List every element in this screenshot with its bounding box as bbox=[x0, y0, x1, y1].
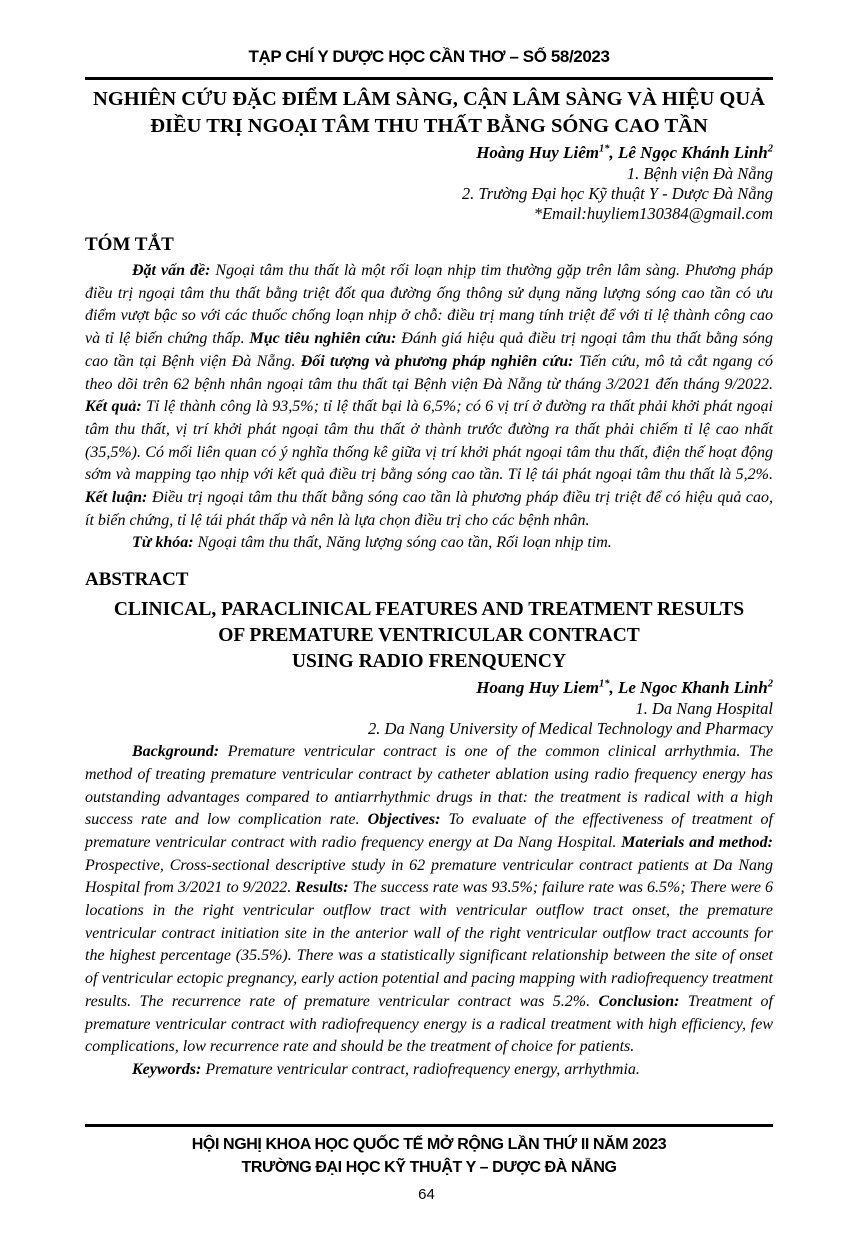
byline-vi bbox=[85, 142, 773, 224]
conference-footer bbox=[85, 1124, 773, 1179]
article-title-en-line1: CLINICAL, PARACLINICAL FEATURES AND TREATMENT RESULTS bbox=[113, 599, 745, 621]
article-title-en-line2: OF PREMATURE VENTRICULAR CONTRACT bbox=[218, 625, 640, 647]
abstract-heading-vi: TÓM TẮT bbox=[85, 234, 174, 255]
affiliation-vi-1: 1. Bệnh viện Đà Nẵng bbox=[626, 164, 773, 183]
authors-en: Hoang Huy Liem$^{1*}$, Le Ngoc Khanh Linh$^2$ bbox=[476, 678, 773, 698]
abstract-heading-en: ABSTRACT bbox=[85, 569, 189, 591]
affiliation-vi-2: 2. Trường Đại học Kỹ thuật Y - Dược Đà Nẵng bbox=[461, 184, 773, 203]
footer-line1: HỘI NGHỊ KHOA HỌC QUỐC TẾ MỞ RỘNG LẦN THỨ II NĂM 2023 bbox=[191, 1136, 667, 1153]
page-number: 64 bbox=[418, 1186, 435, 1203]
article-title-vi bbox=[85, 86, 773, 140]
journal-header: TẠP CHÍ Y DƯỢC HỌC CẦN THƠ – SỐ 58/2023 bbox=[85, 46, 773, 80]
byline-en bbox=[85, 677, 773, 739]
keywords-en: Keywords: Premature ventricular contract, radiofrequency energy, arrhythmia. bbox=[132, 1060, 640, 1078]
abstract-en: Background: Premature ventricular contract is one of the common clinical arrhythmia. The method of treating premature ventricular contract by catheter ablation using radio frequency energy has outstanding advantages compared to antiarrhythmic drugs in that: the treatment is radical with a high success rate and low complication rate. Objectives: To evaluate of the effectiveness of treatment of premature ventricular contract with radio frequency energy at Da Nang Hospital. Materials and method: Prospective, Cross-sectional descriptive study in 62 premature ventricular contract patients at Da Nang Hospital from 3/2021 to 9/2022. Results: The success rate was 93.5%; failure rate was 6.5%; There were 6 locations in the right ventricular outflow tract with ventricular outflow tract onset, the premature ventricular contract initiation site in the anterior wall of the right ventricular outflow tract accounts for the highest percentage (35.5%). There was a statistically significant relationship between the site of onset of ventricular ectopic pregnancy, early action potential and pacing mapping with radiofrequency treatment results. The recurrence rate of premature ventricular contract was 5.2%. Conclusion: Treatment of premature ventricular contract with radiofrequency energy is a radical treatment with high efficiency, few complications, low recurrence rate and should be the treatment of choice for patients. bbox=[85, 743, 774, 1056]
keywords-vi: Từ khóa: Ngoại tâm thu thất, Năng lượng sóng cao tần, Rối loạn nhịp tim. bbox=[132, 534, 612, 552]
article-title-en bbox=[85, 597, 773, 675]
abstract-vi: Đặt vấn đề: Ngoại tâm thu thất là một rối loạn nhịp tim thường gặp trên lâm sàng. Phương pháp điều trị ngoại tâm thu thất bằng triệt đốt qua đường ống thông sử dụng năng lượng sóng cao tần có ưu điểm vượt bậc so với các thuốc chống loạn nhịp ở chỗ: điều trị mang tính triệt để với tỉ lệ thành công cao và tỉ lệ biến chứng thấp. Mục tiêu nghiên cứu: Đánh giá hiệu quả điều trị ngoại tâm thu thất bằng sóng cao tần tại Bệnh viện Đà Nẵng. Đối tượng và phương pháp nghiên cứu: Tiến cứu, mô tả cắt ngang có theo dõi trên 62 bệnh nhân ngoại tâm thu thất tại Bệnh viện Đà Nẵng từ tháng 3/2021 đến tháng 9/2022. Kết quả: Tỉ lệ thành công là 93,5%; tỉ lệ thất bại là 6,5%; có 6 vị trí ở đường ra thất phải khởi phát ngoại tâm thu thất, vị trí khởi phát ngoại tâm thu thất ở thành trước đường ra thất phải chiếm tỉ lệ cao nhất (35,5%). Có mối liên quan có ý nghĩa thống kê giữa vị trí khởi phát ngoại tâm thu thất, điện thế hoạt động sớm và mapping tạo nhịp với kết quả điều trị bằng sóng cao tần. Tỉ lệ tái phát ngoại tâm thu thất là 5,2%. Kết luận: Điều trị ngoại tâm thu thất bằng sóng cao tần là phương pháp điều trị triệt để có hiệu quả cao, ít biến chứng, tỉ lệ tái phát thấp và nên là lựa chọn điều trị cho các bệnh nhân. bbox=[85, 262, 774, 529]
article-title-en-line3: USING RADIO FRENQUENCY bbox=[291, 651, 567, 673]
authors-vi: Hoàng Huy Liêm$^{1*}$, Lê Ngọc Khánh Linh$^2$ bbox=[476, 143, 773, 162]
journal-page bbox=[0, 46, 853, 1236]
affiliation-en-2: 2. Da Nang University of Medical Technology and Pharmacy bbox=[368, 719, 773, 739]
article-title-vi-line2: ĐIỀU TRỊ NGOẠI TÂM THU THẤT BẰNG SÓNG CAO TẦN bbox=[150, 115, 708, 137]
article-title-vi-line1: NGHIÊN CỨU ĐẶC ĐIỂM LÂM SÀNG, CẬN LÂM SÀNG VÀ HIỆU QUẢ bbox=[93, 88, 765, 110]
affiliation-en-1: 1. Da Nang Hospital bbox=[635, 699, 773, 719]
footer-line2: TRƯỜNG ĐẠI HỌC KỸ THUẬT Y – DƯỢC ĐÀ NẴNG bbox=[241, 1159, 617, 1176]
email-line: *Email:huyliem130384@gmail.com bbox=[533, 204, 773, 223]
